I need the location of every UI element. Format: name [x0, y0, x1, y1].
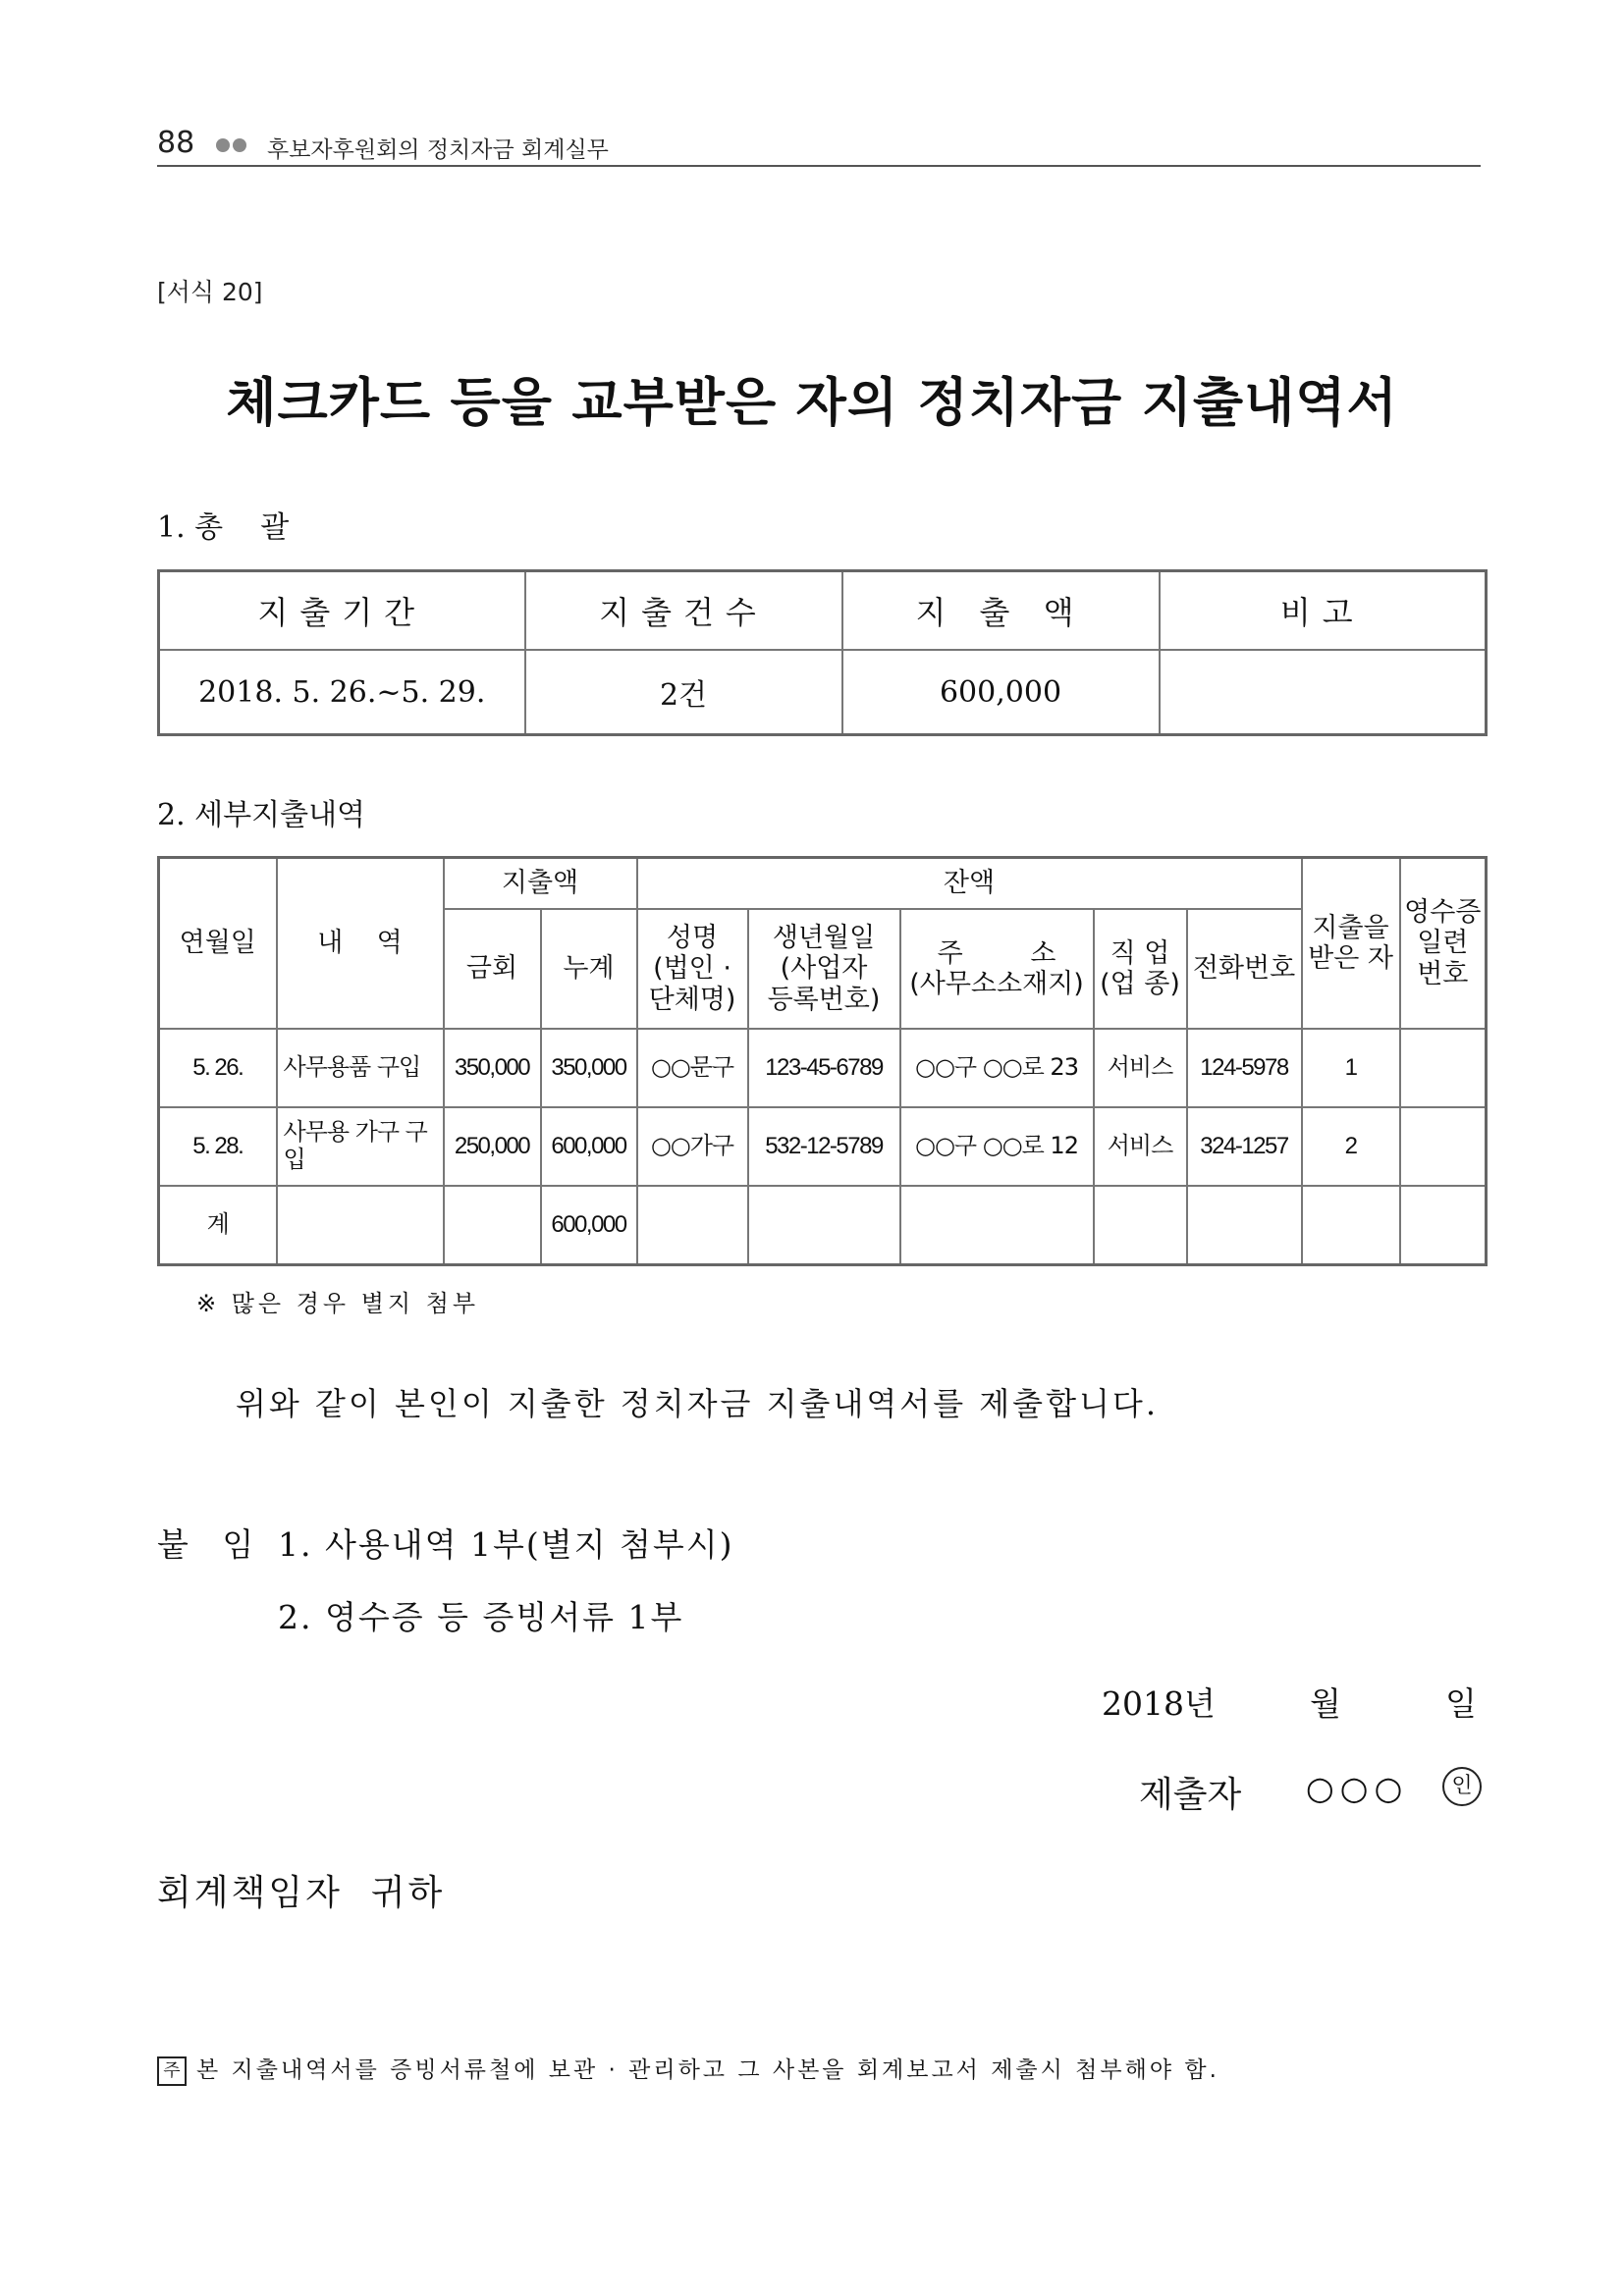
row-cumulative: 600,000	[541, 1107, 637, 1186]
summary-table	[157, 569, 1488, 736]
details-table	[157, 856, 1488, 1266]
attachment-note: ※ 많은 경우 별지 첨부	[196, 1290, 480, 1317]
row-phone: 324-1257	[1187, 1107, 1302, 1186]
row-amount: 250,000	[444, 1107, 541, 1186]
header-address: 주 소 (사무소소재지)	[900, 909, 1094, 1029]
row-job: 서비스	[1094, 1107, 1187, 1186]
bullet-dots-icon	[216, 137, 249, 156]
empty-cell	[900, 1186, 1094, 1265]
row-item: 사무용품 구입	[277, 1029, 444, 1107]
attachment-item: 2. 영수증 등 증빙서류 1부	[278, 1598, 684, 1636]
summary-data-row	[159, 650, 1487, 735]
date-line	[1102, 1679, 1485, 1728]
note-mark-icon: 주	[157, 2056, 187, 2086]
row-amount: 350,000	[444, 1029, 541, 1107]
details-header-row-1	[159, 858, 1487, 910]
summary-period: 2018. 5. 26.~5. 29.	[159, 650, 525, 735]
row-birth: 532-12-5789	[748, 1107, 900, 1186]
header-recipient: 지출을 받은 자	[1302, 858, 1400, 1030]
row-phone: 124-5978	[1187, 1029, 1302, 1107]
header-amount-group: 지출액	[444, 858, 637, 910]
empty-cell	[277, 1186, 444, 1265]
summary-count: 2건	[525, 650, 842, 735]
header-job: 직 업 (업 종)	[1094, 909, 1187, 1029]
header-count: 지출건수	[525, 571, 842, 651]
row-job: 서비스	[1094, 1029, 1187, 1107]
empty-cell	[1302, 1186, 1400, 1265]
attachments-label: 붙 임	[157, 1525, 266, 1564]
submitter-label: 제출자	[1139, 1775, 1242, 1815]
header-item: 내 역	[277, 858, 444, 1030]
header-current-amount: 금회	[444, 909, 541, 1029]
table-row	[159, 1029, 1487, 1107]
row-receipt	[1400, 1107, 1487, 1186]
empty-cell	[748, 1186, 900, 1265]
header-balance-group: 잔액	[637, 858, 1302, 910]
row-name: ○○가구	[637, 1107, 748, 1186]
total-label: 계	[159, 1186, 277, 1265]
header-date: 연월일	[159, 858, 277, 1030]
empty-cell	[444, 1186, 541, 1265]
header-name: 성명 (법인 · 단체명)	[637, 909, 748, 1029]
empty-cell	[1400, 1186, 1487, 1265]
row-name: ○○문구	[637, 1029, 748, 1107]
header-remarks: 비고	[1160, 571, 1487, 651]
form-number: [서식 20]	[157, 278, 263, 306]
table-row	[159, 1107, 1487, 1186]
submitter-name: ○○○	[1306, 1769, 1409, 1807]
date-year: 2018년	[1102, 1684, 1216, 1723]
seal-icon: 인	[1442, 1767, 1482, 1806]
row-recipient: 1	[1302, 1029, 1400, 1107]
row-address: ○○구 ○○로 12	[900, 1107, 1094, 1186]
row-cumulative: 350,000	[541, 1029, 637, 1107]
running-title: 후보자후원회의 정치자금 회계실무	[267, 137, 609, 163]
declaration-text: 위와 같이 본인이 지출한 정치자금 지출내역서를 제출합니다.	[236, 1385, 1160, 1422]
document-title: 체크카드 등을 교부받은 자의 정치자금 지출내역서	[226, 373, 1398, 433]
row-receipt	[1400, 1029, 1487, 1107]
recipient-line: 회계책임자 귀하	[157, 1873, 446, 1913]
header-phone: 전화번호	[1187, 909, 1302, 1029]
header-birth: 생년월일 (사업자 등록번호)	[748, 909, 900, 1029]
row-date: 5. 28.	[159, 1107, 277, 1186]
total-row	[159, 1186, 1487, 1265]
header-amount: 지 출 액	[842, 571, 1160, 651]
summary-remarks	[1160, 650, 1487, 735]
row-address: ○○구 ○○로 23	[900, 1029, 1094, 1107]
summary-amount: 600,000	[842, 650, 1160, 735]
header-receipt-number: 영수증 일련 번호	[1400, 858, 1487, 1030]
empty-cell	[1187, 1186, 1302, 1265]
summary-heading: 1. 총 괄	[157, 510, 290, 545]
page-number: 88	[157, 126, 195, 160]
footnote-text: 본 지출내역서를 증빙서류철에 보관 · 관리하고 그 사본을 회계보고서 제출시 첨부해야 함.	[196, 2057, 1219, 2083]
header-period: 지출기간	[159, 571, 525, 651]
details-heading: 2. 세부지출내역	[157, 798, 366, 832]
summary-header-row	[159, 571, 1487, 651]
row-date: 5. 26.	[159, 1029, 277, 1107]
date-day: 일	[1445, 1684, 1477, 1723]
empty-cell	[637, 1186, 748, 1265]
footnote	[157, 2052, 1219, 2086]
attachment-item: 1. 사용내역 1부(별지 첨부시)	[278, 1525, 734, 1564]
row-birth: 123-45-6789	[748, 1029, 900, 1107]
date-month: 월	[1310, 1684, 1341, 1723]
row-recipient: 2	[1302, 1107, 1400, 1186]
empty-cell	[1094, 1186, 1187, 1265]
row-item: 사무용 가구 구입	[277, 1107, 444, 1186]
total-cumulative: 600,000	[541, 1186, 637, 1265]
running-header	[157, 126, 1481, 167]
header-cumulative: 누계	[541, 909, 637, 1029]
